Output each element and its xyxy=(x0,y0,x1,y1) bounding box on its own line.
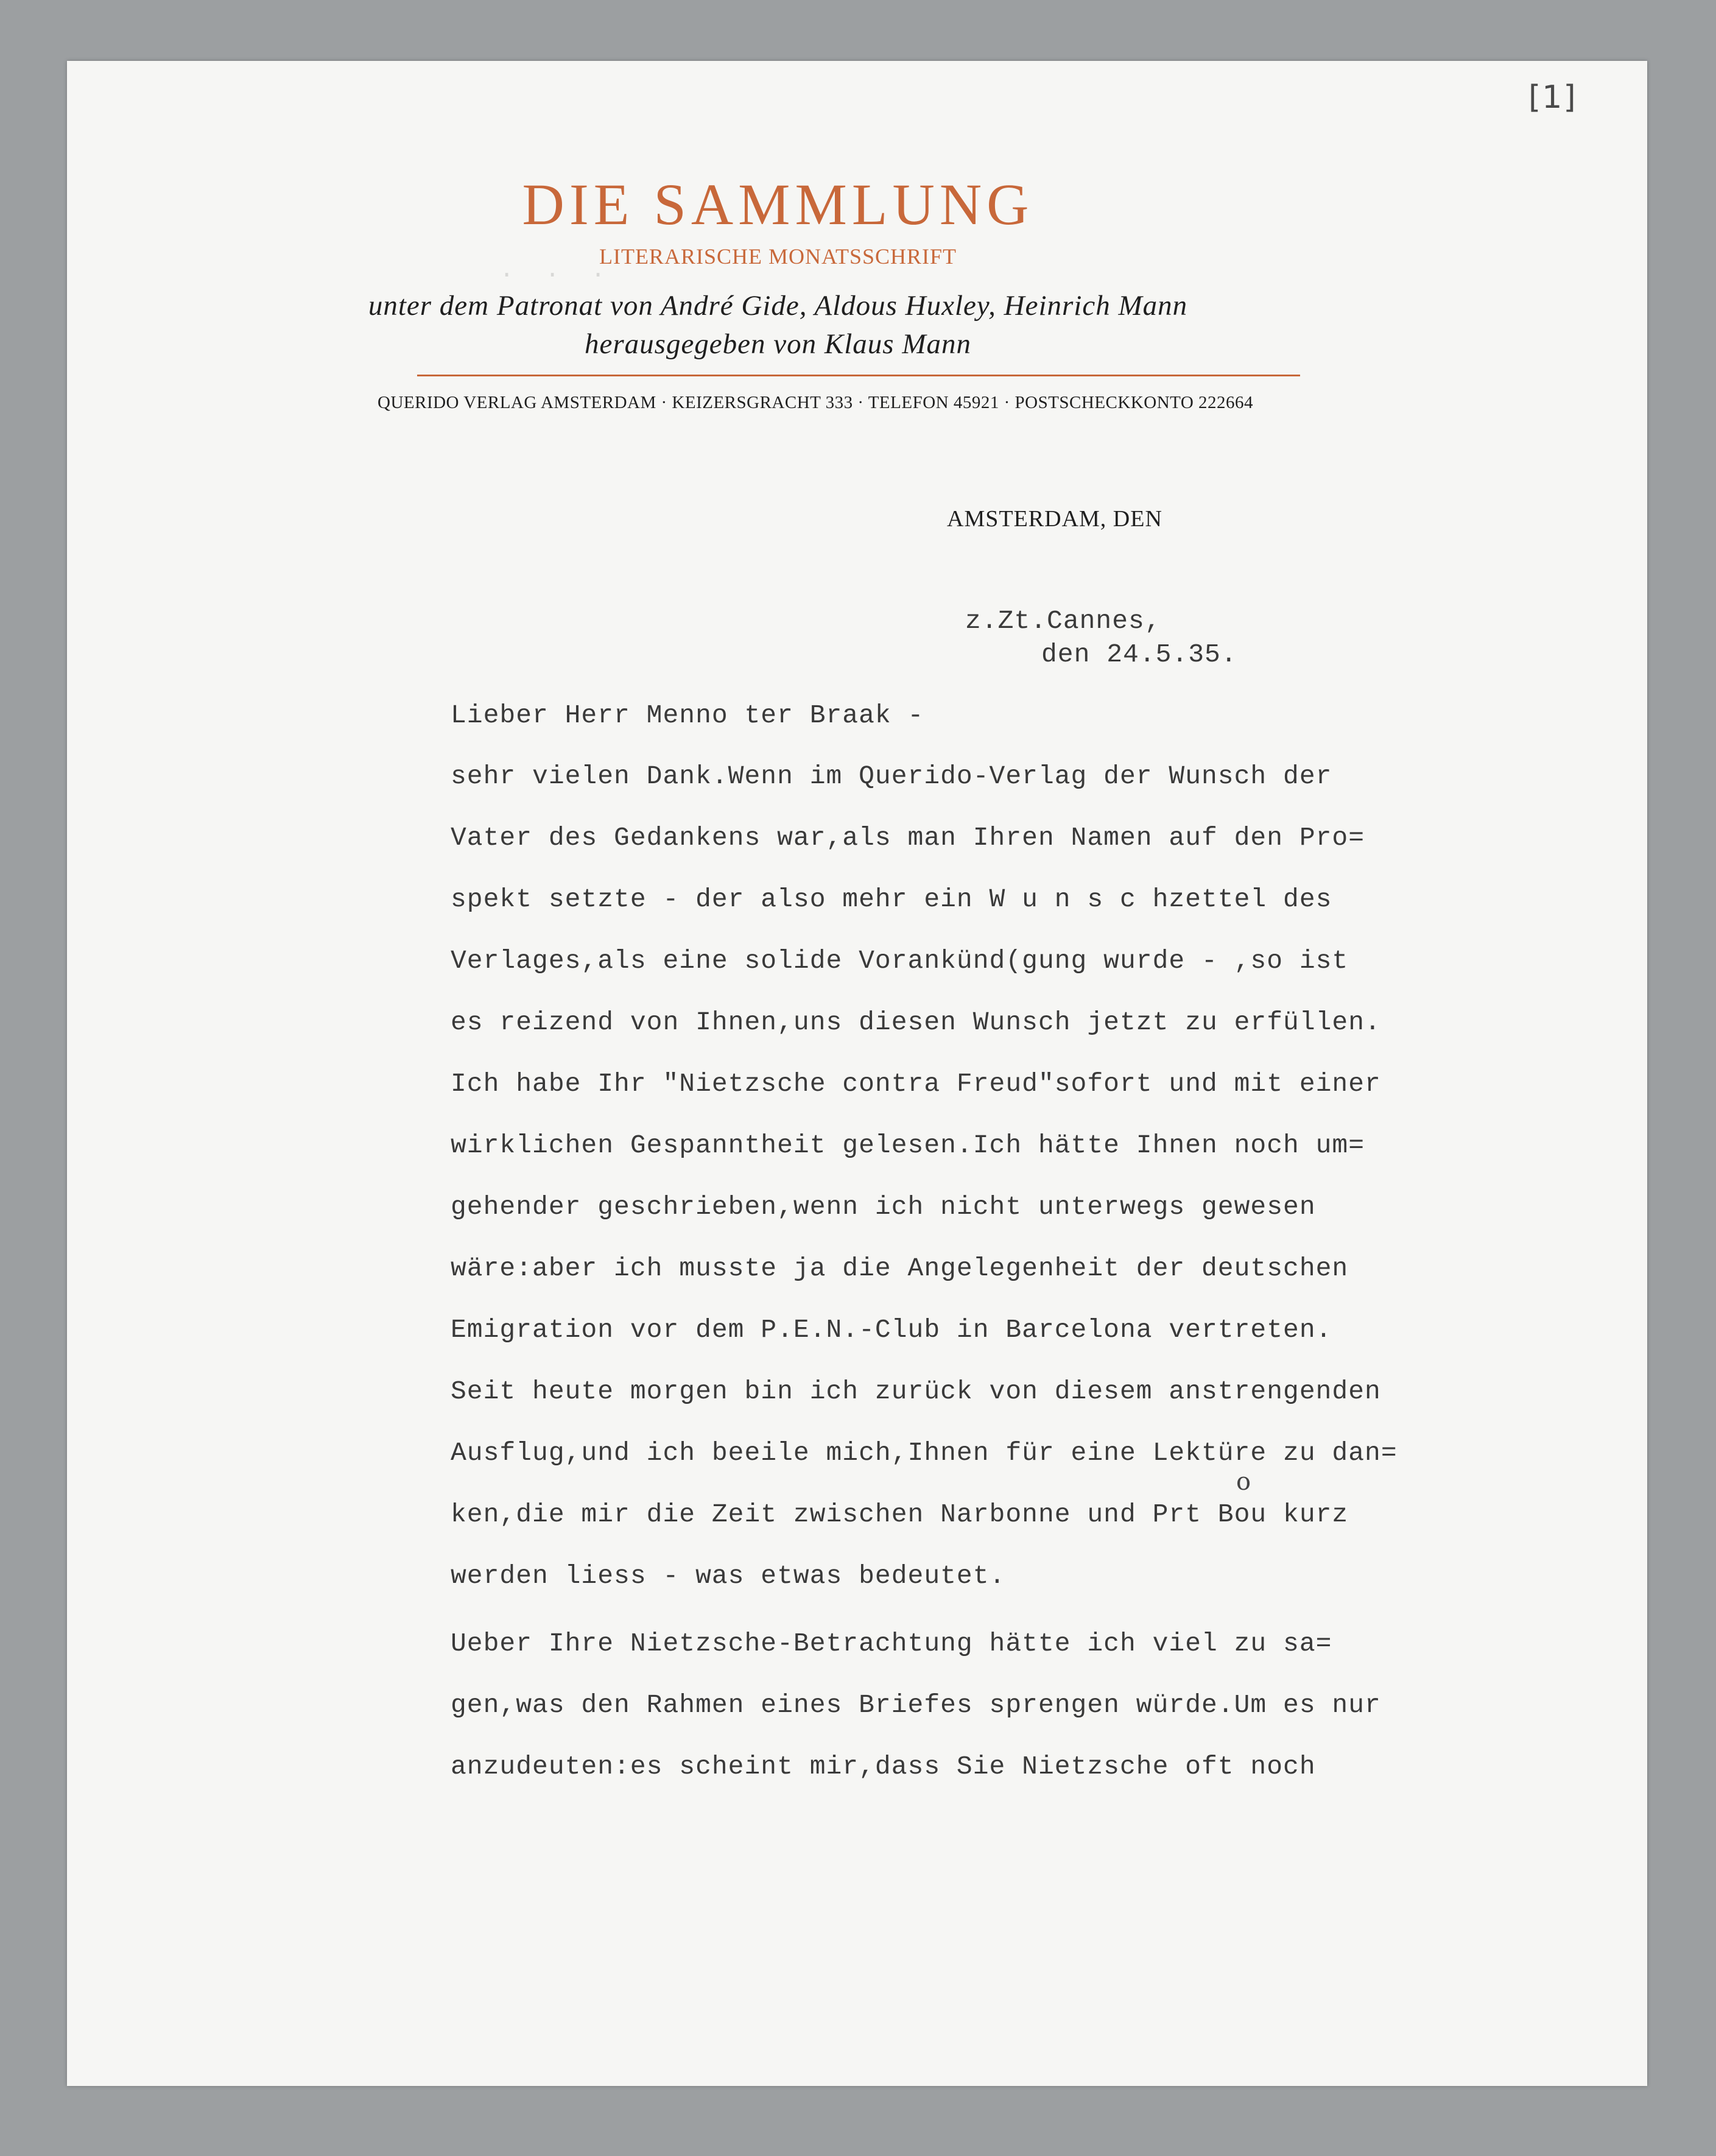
letter-line: spekt setzte - der also mehr ein W u n s c hzettel des xyxy=(451,884,1332,914)
archive-page-number: [1] xyxy=(1528,79,1577,116)
letterhead-title: DIE SAMMLUNG xyxy=(522,172,1034,237)
letterhead-patronage: unter dem Patronat von André Gide, Aldous Huxley, Heinrich Mann xyxy=(368,290,1188,322)
letter-line: Verlages,als eine solide Vorankünd(gung wurde - ,so ist xyxy=(451,946,1349,976)
letterhead-address: QUERIDO VERLAG AMSTERDAM · KEIZERSGRACHT 333 · TELEFON 45921 · POSTSCHECKKONTO 222664 xyxy=(378,393,1254,412)
letter-line: wirklichen Gespanntheit gelesen.Ich hätte Ihnen noch um= xyxy=(451,1130,1365,1160)
letter-sheet xyxy=(67,61,1647,2086)
letter-line: sehr vielen Dank.Wenn im Querido-Verlag der Wunsch der xyxy=(451,761,1332,791)
handwritten-correction: o xyxy=(1236,1468,1251,1496)
letter-place: z.Zt.Cannes, xyxy=(965,606,1161,636)
letter-line: werden liess - was etwas bedeutet. xyxy=(451,1561,1006,1591)
show-through-texture: · · · xyxy=(499,262,607,289)
letterhead-city-date-label: AMSTERDAM, DEN xyxy=(947,506,1162,532)
letter-line: Emigration vor dem P.E.N.-Club in Barcelona vertreten. xyxy=(451,1315,1332,1345)
letterhead-editor: herausgegeben von Klaus Mann xyxy=(585,328,971,360)
letter-line: Ausflug,und ich beeile mich,Ihnen für eine Lektüre zu dan= xyxy=(451,1438,1398,1468)
letter-line: gehender geschrieben,wenn ich nicht unterwegs gewesen xyxy=(451,1192,1316,1222)
letter-line: Ich habe Ihr "Nietzsche contra Freud"sofort und mit einer xyxy=(451,1069,1381,1099)
letter-line: Vater des Gedankens war,als man Ihren Namen auf den Pro= xyxy=(451,823,1365,853)
letter-line: es reizend von Ihnen,uns diesen Wunsch jetzt zu erfüllen. xyxy=(451,1007,1381,1037)
letter-line: wäre:aber ich musste ja die Angelegenheit der deutschen xyxy=(451,1253,1349,1283)
letterhead-subtitle: LITERARISCHE MONATSSCHRIFT xyxy=(599,244,957,269)
letterhead-divider xyxy=(417,375,1300,376)
letter-line: Seit heute morgen bin ich zurück von diesem anstrengenden xyxy=(451,1376,1381,1406)
letter-line: ken,die mir die Zeit zwischen Narbonne und Prt Bou kurz xyxy=(451,1499,1349,1529)
letter-line: gen,was den Rahmen eines Briefes sprengen würde.Um es nur xyxy=(451,1690,1381,1720)
letter-line: Ueber Ihre Nietzsche-Betrachtung hätte ich viel zu sa= xyxy=(451,1629,1332,1658)
letter-salutation: Lieber Herr Menno ter Braak - xyxy=(451,700,924,730)
letter-date: den 24.5.35. xyxy=(1041,639,1237,669)
letter-line: anzudeuten:es scheint mir,dass Sie Nietzsche oft noch xyxy=(451,1752,1316,1781)
